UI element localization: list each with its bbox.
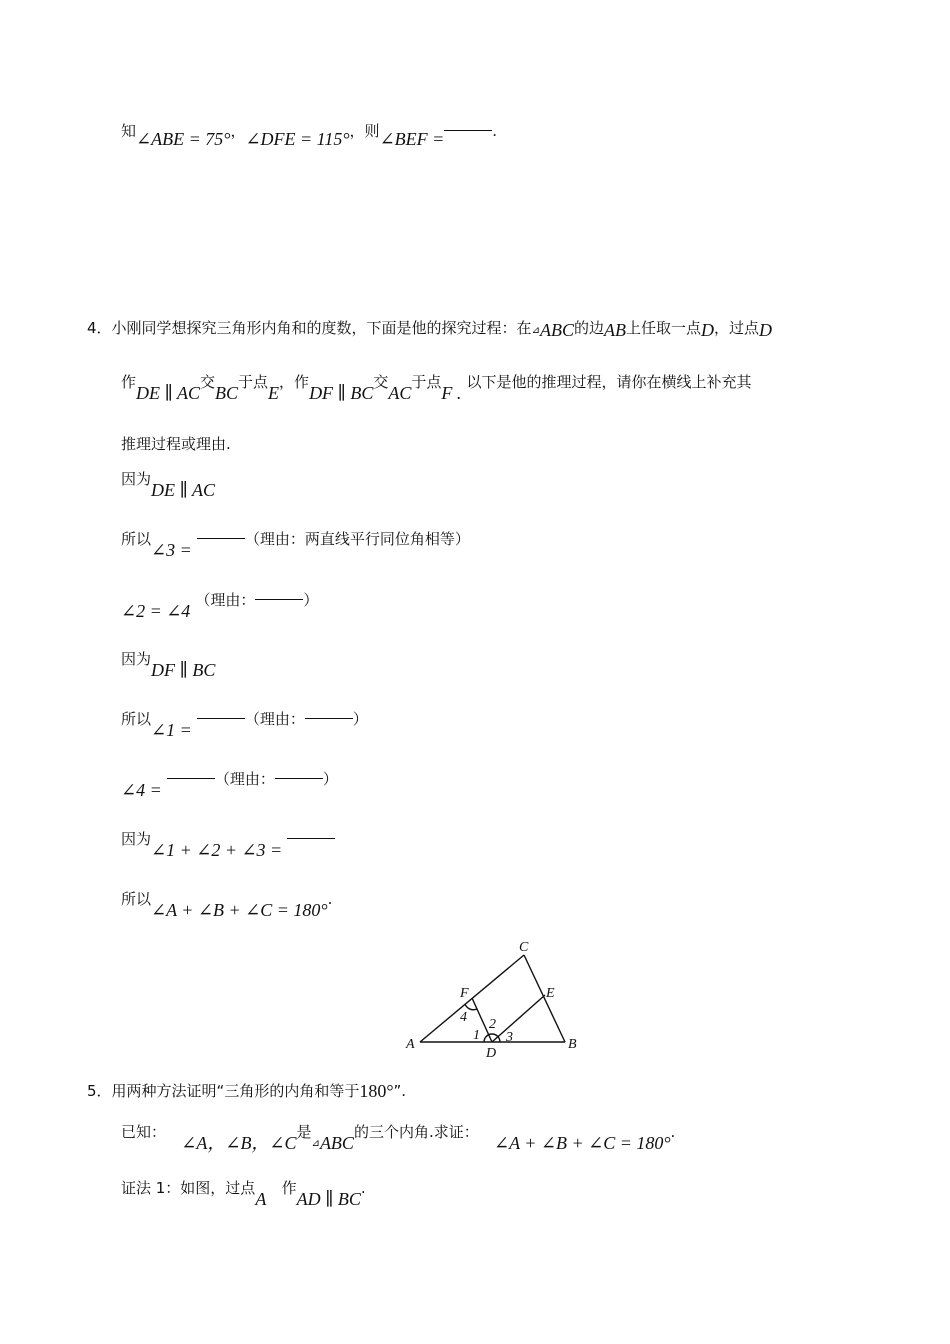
math-ad-parallel-bc: AD ∥ BC	[296, 1189, 361, 1209]
period: .	[492, 122, 498, 140]
q5-number: 5．	[87, 1082, 112, 1100]
step-5	[121, 708, 368, 740]
q4-text: 交	[200, 373, 216, 391]
q4-text: 于点	[238, 373, 269, 391]
label-f: F	[460, 986, 469, 1001]
math-a: A	[255, 1189, 267, 1209]
math-d: D	[700, 320, 714, 340]
period: .	[360, 1179, 366, 1197]
math-ac: AC	[388, 383, 412, 403]
label-angle4: 4	[460, 1010, 467, 1025]
reason: ）	[352, 710, 368, 728]
q4-line1	[87, 317, 772, 338]
math-d: D	[759, 320, 772, 340]
label-d: D	[486, 1046, 497, 1060]
reason: （理由：	[214, 770, 275, 788]
q5-proof	[121, 1177, 366, 1209]
q5-text: 用两种方法证明“三角形的内角和等于	[111, 1082, 360, 1100]
q4-text: 作	[121, 373, 137, 391]
step-6	[121, 768, 338, 800]
step-label: 因为	[121, 470, 152, 488]
math-conclusion: ∠A + ∠B + ∠C = 180°	[151, 900, 328, 920]
answer-blank[interactable]	[197, 717, 245, 719]
math-abc: ABC	[539, 320, 574, 340]
q5-text: 是	[296, 1123, 312, 1141]
q5-text: 的三个内角.求证：	[353, 1123, 479, 1141]
reason: ）	[322, 770, 338, 788]
step-label: 所以	[121, 530, 152, 548]
math-angle-sum: ∠1 + ∠2 + ∠3 =	[151, 840, 283, 860]
segment-de	[492, 995, 545, 1042]
math-de-parallel-ac: DE ∥ AC	[151, 480, 215, 500]
sep: ，则	[349, 122, 380, 140]
step-1	[121, 468, 215, 500]
reason: （理由：	[195, 591, 256, 609]
math-angle4: ∠4 =	[121, 780, 162, 800]
answer-blank[interactable]	[287, 837, 335, 839]
reason-blank[interactable]	[275, 777, 323, 779]
reason-blank[interactable]	[305, 717, 353, 719]
q5-text: 作	[281, 1179, 297, 1197]
math-angle3: ∠3 =	[151, 540, 192, 560]
math-180: 180°	[359, 1081, 394, 1101]
top-prefix: 知	[121, 122, 137, 140]
period: .	[327, 890, 333, 908]
q4-text: ，作	[279, 373, 310, 391]
top-line	[121, 120, 498, 149]
q4-text: 以下是他的推理过程，请你在横线上补充其	[466, 373, 752, 391]
reason: （理由：	[244, 710, 305, 728]
proof-label: 证法 1：如图，过点	[121, 1179, 256, 1197]
q4-text: 于点	[411, 373, 442, 391]
side-bc	[524, 955, 565, 1042]
step-4	[121, 648, 216, 680]
math-df-parallel-bc: DF ∥ BC	[151, 660, 216, 680]
q4-line3: 推理过程或理由.	[121, 435, 231, 453]
label-e: E	[546, 986, 555, 1001]
math-abc: ABC	[319, 1133, 354, 1153]
answer-blank[interactable]	[197, 537, 245, 539]
triangle-symbol: ⊿	[531, 325, 540, 336]
q4-text: 上任取一点	[625, 319, 701, 337]
label-angle1: 1	[473, 1028, 480, 1043]
given-label: 已知：	[121, 1123, 167, 1141]
step-label: 因为	[121, 830, 152, 848]
step-label: 所以	[121, 890, 152, 908]
math-de-parallel-ac: DE ∥ AC	[136, 383, 200, 403]
angle-dfe: ∠DFE = 115°	[245, 129, 350, 149]
step-8	[121, 888, 333, 920]
reason: ）	[303, 591, 319, 609]
angle-bef: ∠BEF =	[379, 129, 445, 149]
math-ab: AB	[603, 320, 626, 340]
q4-text: 的边	[573, 319, 604, 337]
q4-text: 小刚同学想探究三角形内角和的度数，下面是他的探究过程：在	[111, 319, 532, 337]
math-angle1: ∠1 =	[151, 720, 192, 740]
step-3	[121, 589, 319, 621]
q5-text: ”.	[393, 1082, 407, 1100]
math-bc: BC	[215, 383, 239, 403]
label-b: B	[568, 1037, 577, 1052]
q4-text: ，过点	[713, 319, 759, 337]
step-label: 所以	[121, 710, 152, 728]
q4-text: 交	[373, 373, 389, 391]
reason: （理由：两直线平行同位角相等）	[244, 530, 470, 548]
math-angle2-eq-angle4: ∠2 = ∠4	[121, 601, 191, 621]
label-c: C	[519, 940, 529, 955]
math-f: F .	[441, 383, 462, 403]
label-a: A	[406, 1037, 415, 1052]
q5-line1	[87, 1080, 406, 1101]
angle-abe: ∠ABE = 75°	[136, 129, 231, 149]
step-7	[121, 828, 335, 860]
sep: ，	[230, 122, 246, 140]
period: .	[670, 1123, 676, 1141]
q4-number: 4．	[87, 319, 112, 337]
label-angle3: 3	[506, 1030, 513, 1045]
label-angle2: 2	[489, 1017, 496, 1032]
step-label: 因为	[121, 650, 152, 668]
math-df-parallel-bc: DF ∥ BC	[309, 383, 374, 403]
math-claim: ∠A + ∠B + ∠C = 180°	[493, 1133, 671, 1153]
q4-line2	[121, 371, 752, 403]
answer-blank[interactable]	[167, 777, 215, 779]
answer-blank[interactable]	[444, 129, 492, 131]
triangle-symbol: ⊿	[311, 1138, 320, 1149]
q5-given	[121, 1117, 676, 1153]
triangle-figure	[400, 935, 590, 1060]
math-e: E	[268, 383, 280, 403]
step-2	[121, 528, 470, 560]
reason-blank[interactable]	[255, 598, 303, 600]
math-angles: ∠A，∠B，∠C	[181, 1133, 297, 1153]
